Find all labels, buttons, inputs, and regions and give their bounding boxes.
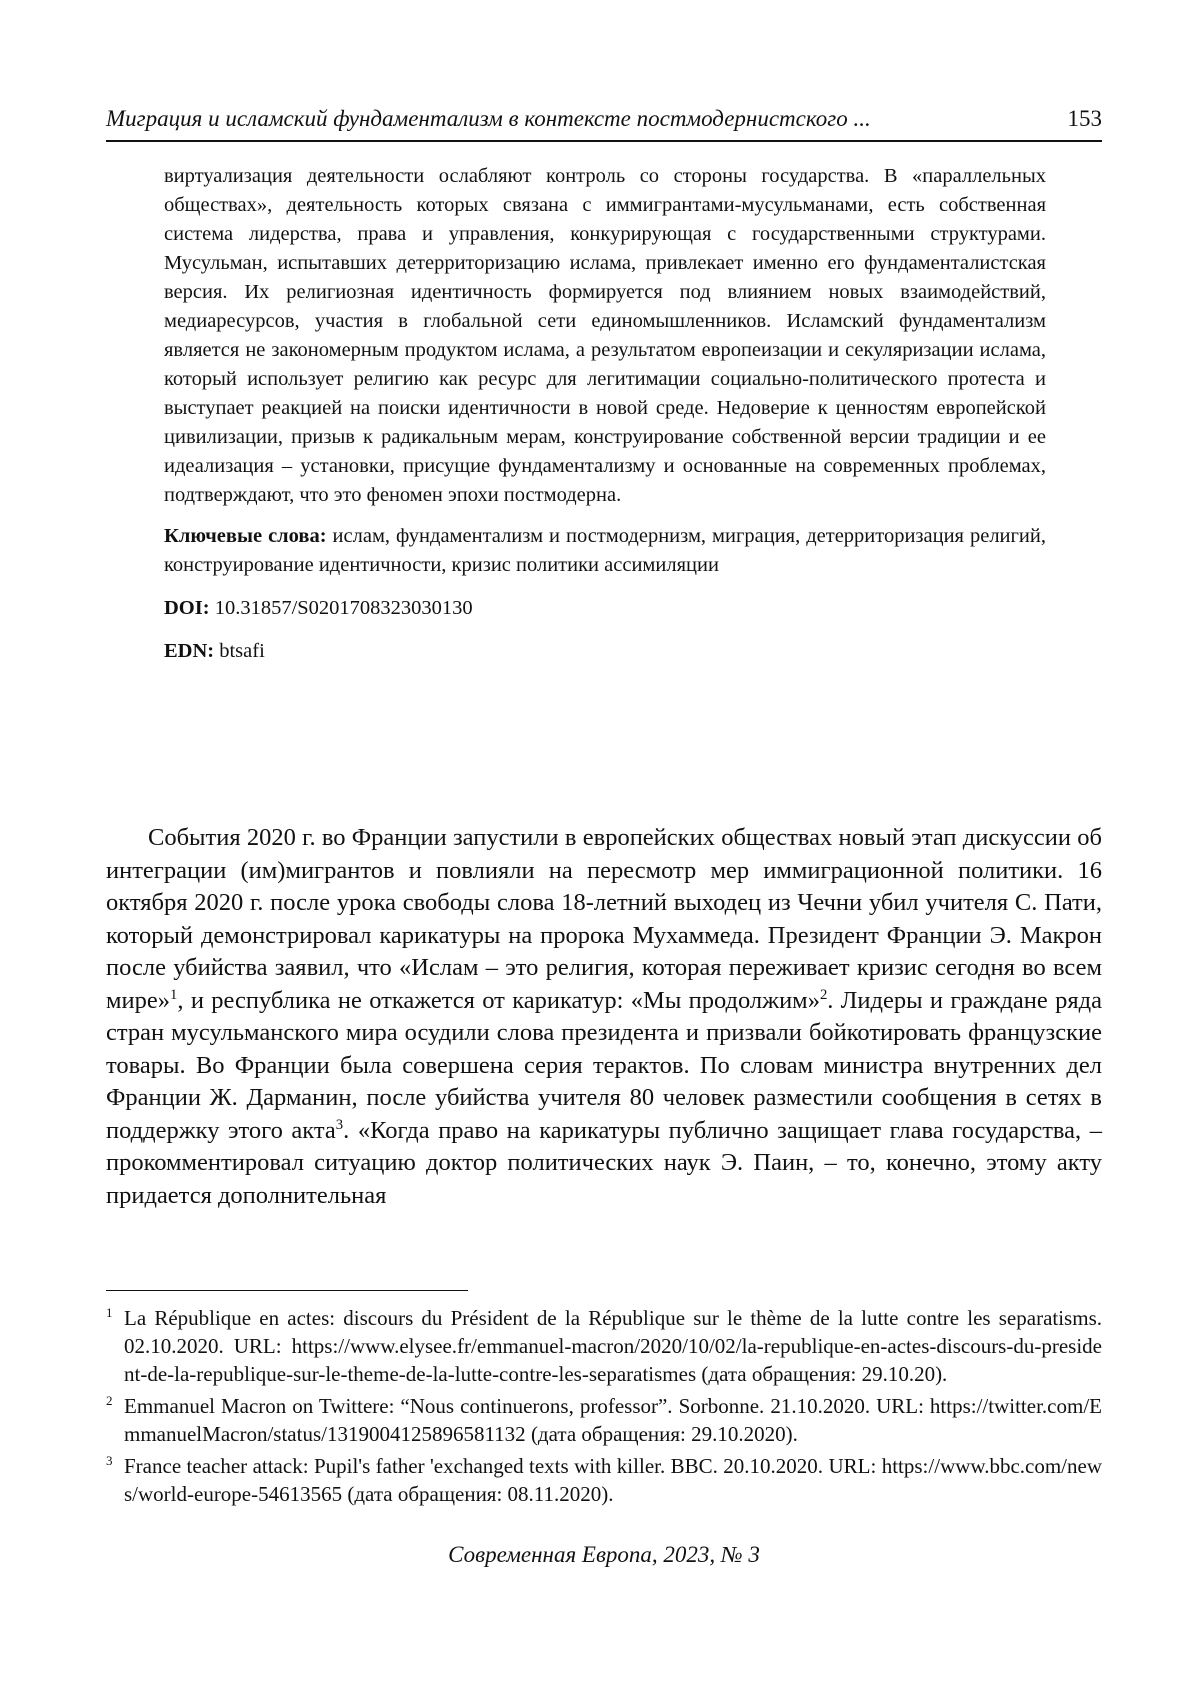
edn-value: btsafi bbox=[219, 640, 265, 662]
header-rule bbox=[106, 140, 1102, 142]
body-segment-2: , и республика не откажется от карикатур: «Мы продолжим» bbox=[177, 986, 820, 1014]
footnote-accessed: (дата обращения: 29.10.2020). bbox=[525, 1422, 798, 1446]
body-segment-4: . «Когда право на карикатуры публично защищает глава государства, – прокомментировал ситуацию доктор политических наук Э. Паин, – то, конечно, этому акту придается дополнительная bbox=[106, 1116, 1102, 1209]
doi-line bbox=[164, 594, 1046, 623]
body-text bbox=[106, 822, 1102, 1212]
footnote-accessed: (дата обращения: 29.10.20). bbox=[696, 1362, 948, 1386]
footnote-3: 3 France teacher attack: Pupil's father 'exchanged texts with killer. BBC. 20.10.2020. URL: https://www.bbc.com/news/world-europe-54613565 (дата обращения: 08.11.2020). bbox=[106, 1453, 1102, 1506]
page-footer: Современная Европа, 2023, № 3 bbox=[448, 1542, 760, 1567]
footnote-2: 2 Emmanuel Macron on Twittere: “Nous continuerons, professor”. Sorbonne. 21.10.2020. URL: https://twitter.com/EmmanuelMacron/status/1319004125896581132 (дата обращения: 29.10.2020). bbox=[106, 1393, 1102, 1446]
body-segment-3: . Лидеры и граждане ряда стран мусульманского мира осудили слова президента и призвали бойкотировать французские товары. Во Франции была совершена серия терактов. По словам министра внутренних дел Франции Ж. Дарманин, после убийства учителя 80 человек разместили сообщения в сетях в поддержку этого акта bbox=[106, 986, 1102, 1144]
footnote-url[interactable]: https://twitter.com/EmmanuelMacron/status/1319004125896581132 bbox=[124, 1394, 1102, 1446]
footnote-ref-3[interactable]: 3 bbox=[335, 1116, 344, 1133]
abstract bbox=[164, 162, 1046, 666]
footnote-rule bbox=[106, 1290, 468, 1291]
footnote-url[interactable]: https://www.elysee.fr/emmanuel-macron/2020/10/02/la-republique-en-actes-discours-du-president-de-la-republique-sur-le-theme-de-la-lutte-contre-les-separatismes bbox=[124, 1334, 1102, 1386]
doi-label: DOI: bbox=[164, 597, 210, 619]
page-header bbox=[106, 104, 1102, 134]
page-number: 153 bbox=[1067, 106, 1102, 131]
footnotes bbox=[106, 1304, 1102, 1512]
doi-value[interactable]: 10.31857/S0201708323030130 bbox=[214, 597, 473, 619]
footnote-accessed: (дата обращения: 08.11.2020). bbox=[342, 1482, 614, 1506]
footnote-text: La République en actes: discours du Président de la République sur le thème de la lutte contre les separatisms. 02.10.2020. URL: bbox=[124, 1306, 1102, 1358]
running-title: Миграция и исламский фундаментализм в контексте постмодернистского ... bbox=[106, 106, 871, 131]
footnote-ref-1[interactable]: 1 bbox=[170, 986, 178, 1003]
body-segment-1: События 2020 г. во Франции запустили в европейских обществах новый этап дискуссии об интеграции (им)мигрантов и повлияли на пересмотр мер иммиграционной политики. 16 октября 2020 г. после урока свободы слова 18-летний выходец из Чечни убил учителя С. Пати, который демонстрировал карикатуры на пророка Мухаммеда. Президент Франции Э. Макрон после убийства заявил, что «Ислам – это религия, которая переживает кризис сегодня во всем мире» bbox=[106, 824, 1102, 1014]
edn-label: EDN: bbox=[164, 640, 215, 662]
abstract-text: виртуализация деятельности ослабляют контроль со стороны государства. В «параллельных обществах», деятельность которых связана с иммигрантами-мусульманами, есть собственная система лидерства, права и управления, конкурирующая с государственными структурами. Мусульман, испытавших детерриторизацию ислама, привлекает именно его фундаменталистская версия. Их религиозная идентичность формируется под влиянием новых взаимодействий, медиаресурсов, участия в глобальной сети единомышленников. Исламский фундаментализм является не закономерным продуктом ислама, а результатом европеизации и секуляризации ислама, который использует религию как ресурс для легитимации социально-политического протеста и выступает реакцией на поиски идентичности в новой среде. Недоверие к ценностям европейской цивилизации, призыв к радикальным мерам, конструирование собственной версии традиции и ее идеализация – установки, присущие фундаментализму и основанные на современных проблемах, подтверждают, что это феномен эпохи постмодерна. bbox=[164, 165, 1046, 506]
keywords-label: Ключевые слова: bbox=[164, 525, 327, 547]
footnote-url[interactable]: https://www.bbc.com/news/world-europe-54613565 bbox=[124, 1454, 1102, 1506]
footnote-text: Emmanuel Macron on Twittere: “Nous continuerons, professor”. Sorbonne. 21.10.2020. URL: bbox=[124, 1394, 930, 1418]
footnote-ref-2[interactable]: 2 bbox=[819, 986, 828, 1003]
footnote-text: France teacher attack: Pupil's father 'exchanged texts with killer. BBC. 20.10.2020. URL: bbox=[124, 1454, 882, 1478]
edn-line bbox=[164, 637, 1046, 666]
body-paragraph bbox=[106, 822, 1102, 1212]
keywords bbox=[164, 522, 1046, 580]
keywords-value: ислам, фундаментализм и постмодернизм, миграция, детерриторизация религий, конструирование идентичности, кризис политики ассимиляции bbox=[164, 525, 1046, 576]
footnote-1: 1 La République en actes: discours du Président de la République sur le thème de la lutte contre les separatisms. 02.10.2020. URL: https://www.elysee.fr/emmanuel-macron/2020/10/02/la-republique-en-actes-discours-du-president-de-la-republique-sur-le-theme-de-la-lutte-contre-les-separatismes (дата обращения: 29.10.20). bbox=[106, 1305, 1102, 1386]
